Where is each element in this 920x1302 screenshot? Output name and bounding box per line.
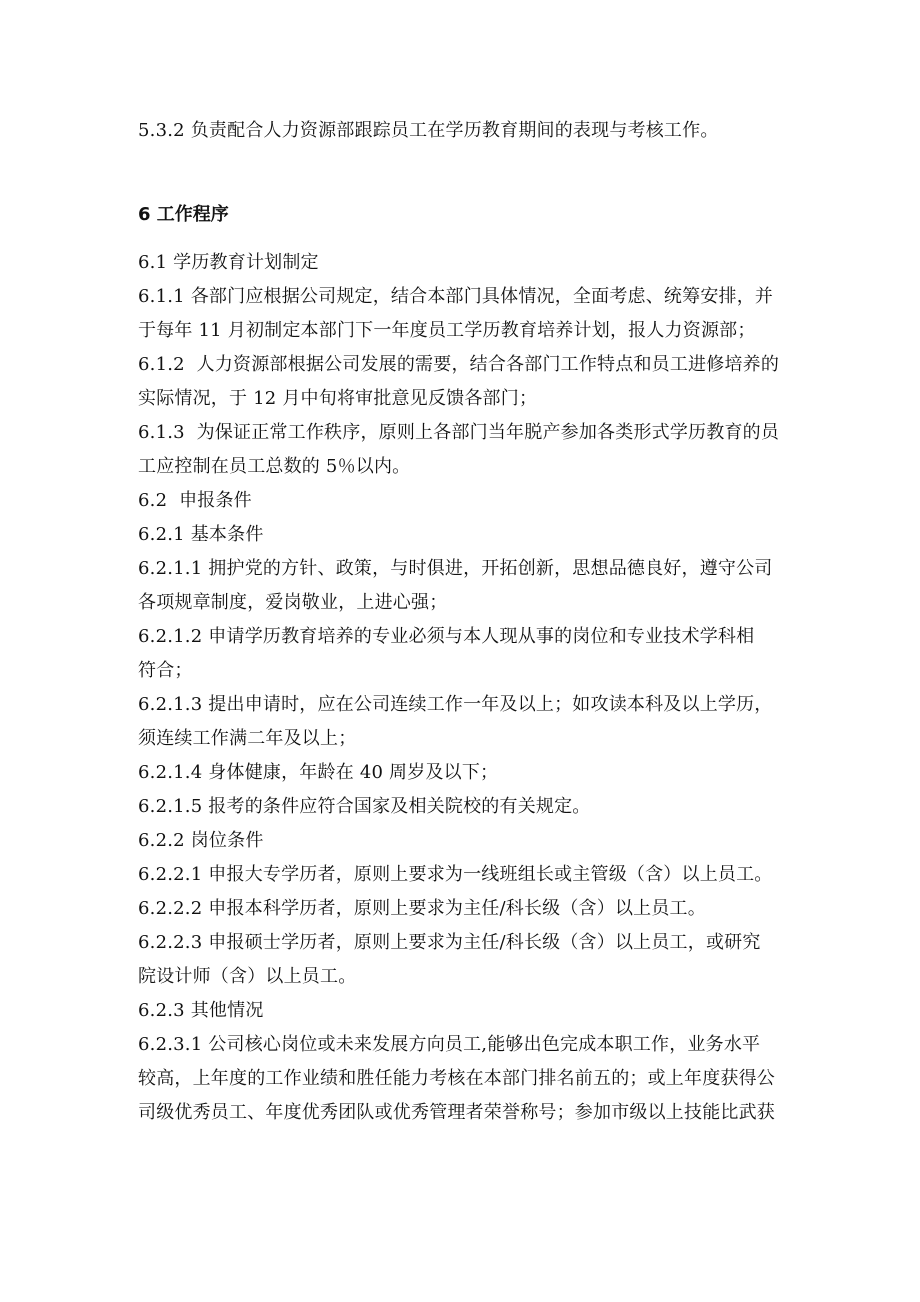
text-line: 6.2.1.1 拥护党的方针、政策，与时俱进，开拓创新，思想品德良好，遵守公司 bbox=[138, 558, 773, 579]
text-line: 6.2.1 基本条件 bbox=[138, 524, 264, 545]
text-line: 于每年 11 月初制定本部门下一年度员工学历教育培养计划，报人力资源部； bbox=[138, 320, 756, 341]
document-body bbox=[138, 114, 788, 1130]
text-line: 符合； bbox=[138, 660, 193, 681]
text-line: 6.2.2 岗位条件 bbox=[138, 830, 264, 851]
text-line: 须连续工作满二年及以上； bbox=[138, 728, 357, 749]
text-line: 司级优秀员工、年度优秀团队或优秀管理者荣誉称号；参加市级以上技能比武获 bbox=[138, 1102, 775, 1123]
text-line: 6.2 申报条件 bbox=[138, 490, 252, 511]
paragraph-5-3-2: 5.3.2 负责配合人力资源部跟踪员工在学历教育期间的表现与考核工作。 bbox=[138, 120, 719, 141]
text-line: 6.2.3 其他情况 bbox=[138, 1000, 264, 1021]
text-line: 6.2.3.1 公司核心岗位或未来发展方向员工,能够出色完成本职工作，业务水平 bbox=[138, 1034, 761, 1055]
text-line: 工应控制在员工总数的 5％以内。 bbox=[138, 456, 411, 477]
text-line: 6.1.2 人力资源部根据公司发展的需要，结合各部门工作特点和员工进修培养的 bbox=[138, 354, 780, 375]
section-heading-6: 6 工作程序 bbox=[138, 204, 229, 225]
text-line: 6.2.2.2 申报本科学历者，原则上要求为主任/科长级（含）以上员工。 bbox=[138, 898, 706, 919]
text-line: 6.2.2.1 申报大专学历者，原则上要求为一线班组长或主管级（含）以上员工。 bbox=[138, 864, 773, 885]
text-line: 6.1 学历教育计划制定 bbox=[138, 252, 319, 273]
body-lines bbox=[138, 246, 788, 1130]
text-line: 6.2.2.3 申报硕士学历者，原则上要求为主任/科长级（含）以上员工，或研究 bbox=[138, 932, 761, 953]
text-line: 6.1.1 各部门应根据公司规定，结合本部门具体情况，全面考虑、统筹安排，并 bbox=[138, 286, 774, 307]
text-line: 6.1.3 为保证正常工作秩序，原则上各部门当年脱产参加各类形式学历教育的员 bbox=[138, 422, 780, 443]
text-line: 各项规章制度，爱岗敬业，上进心强； bbox=[138, 592, 448, 613]
text-line: 6.2.1.2 申请学历教育培养的专业必须与本人现从事的岗位和专业技术学科相 bbox=[138, 626, 755, 647]
text-line: 实际情况，于 12 月中旬将审批意见反馈各部门； bbox=[138, 388, 538, 409]
text-line: 6.2.1.4 身体健康，年龄在 40 周岁及以下； bbox=[138, 762, 499, 783]
text-line: 较高，上年度的工作业绩和胜任能力考核在本部门排名前五的；或上年度获得公 bbox=[138, 1068, 775, 1089]
text-line: 院设计师（含）以上员工。 bbox=[138, 966, 357, 987]
text-line: 6.2.1.5 报考的条件应符合国家及相关院校的有关规定。 bbox=[138, 796, 591, 817]
text-line: 6.2.1.3 提出申请时，应在公司连续工作一年及以上；如攻读本科及以上学历， bbox=[138, 694, 773, 715]
